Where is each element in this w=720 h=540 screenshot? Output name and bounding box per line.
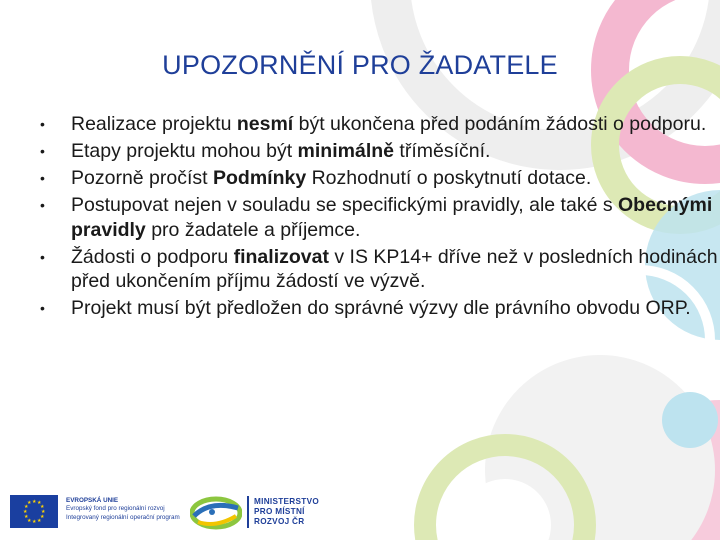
logo-divider (247, 496, 249, 528)
ministry-text-line: MINISTERSTVO (254, 497, 320, 506)
bullet-text: Pozorně pročíst (71, 167, 213, 189)
eu-text-line: Evropský fond pro regionální rozvoj (66, 505, 165, 513)
eu-flag-logo (10, 495, 58, 528)
list-item (40, 166, 720, 191)
bullet-text: tříměsíční. (394, 140, 491, 162)
list-item (40, 139, 720, 164)
svg-text:★: ★ (27, 500, 32, 506)
bullet-marker: • (40, 170, 45, 186)
eu-logo-text (66, 497, 180, 522)
bullet-list (40, 112, 720, 323)
bullet-text: Postupovat nejen v souladu se specifickými pravidly, ale také s (71, 194, 618, 216)
svg-text:★: ★ (27, 518, 32, 524)
ministry-text-line: PRO MÍSTNÍ (254, 507, 305, 516)
eu-text-line: Integrovaný regionální operační program (66, 513, 180, 521)
svg-text:★: ★ (40, 504, 45, 510)
svg-text:★: ★ (37, 518, 42, 524)
bullet-marker: • (40, 197, 45, 213)
list-item (40, 193, 720, 242)
svg-text:★: ★ (37, 500, 42, 506)
bullet-text: v IS KP14+ dříve než v posledních hodinách před ukončením příjmu žádostí ve výzvě. (71, 245, 718, 292)
emphasis-text: Obecnými pravidly (71, 194, 713, 241)
page-title: UPOZORNĚNÍ PRO ŽADATELE (162, 50, 558, 80)
svg-text:★: ★ (41, 509, 46, 515)
svg-text:★: ★ (32, 519, 37, 525)
emphasis-text: Podmínky (212, 167, 307, 189)
ministry-logo-icon (190, 494, 242, 530)
bullet-text: Žádosti o podporu (71, 245, 234, 268)
emphasis-text: nesmí (236, 113, 294, 135)
svg-text:★: ★ (23, 509, 28, 515)
bullet-text: Etapy projektu mohou být (71, 140, 298, 162)
bullet-text: být ukončena před podáním žádosti o podporu. (293, 113, 707, 135)
list-item (40, 112, 720, 137)
emphasis-text: minimálně (297, 140, 394, 162)
bullet-marker: • (40, 300, 45, 316)
bullet-marker: • (40, 116, 45, 132)
svg-text:★: ★ (24, 514, 29, 520)
bullet-marker: • (40, 143, 45, 159)
bullet-text: pro žadatele a příjemce. (145, 218, 361, 241)
ministry-logo-text (254, 497, 319, 527)
bullet-marker: • (40, 248, 45, 265)
svg-text:★: ★ (40, 514, 45, 520)
emphasis-text: finalizovat (233, 245, 329, 268)
list-item (40, 296, 720, 321)
eu-text-line: EVROPSKÁ UNIE (66, 497, 119, 504)
bullet-text: Rozhodnutí o poskytnutí dotace. (306, 167, 592, 189)
ministry-text-line: ROZVOJ ČR (254, 517, 305, 526)
svg-text:★: ★ (24, 504, 29, 510)
bullet-text: Realizace projektu (71, 113, 237, 135)
svg-text:★: ★ (32, 499, 37, 505)
list-item (40, 245, 720, 294)
bullet-text: Projekt musí být předložen do správné výzvy dle právního obvodu ORP. (71, 297, 691, 319)
